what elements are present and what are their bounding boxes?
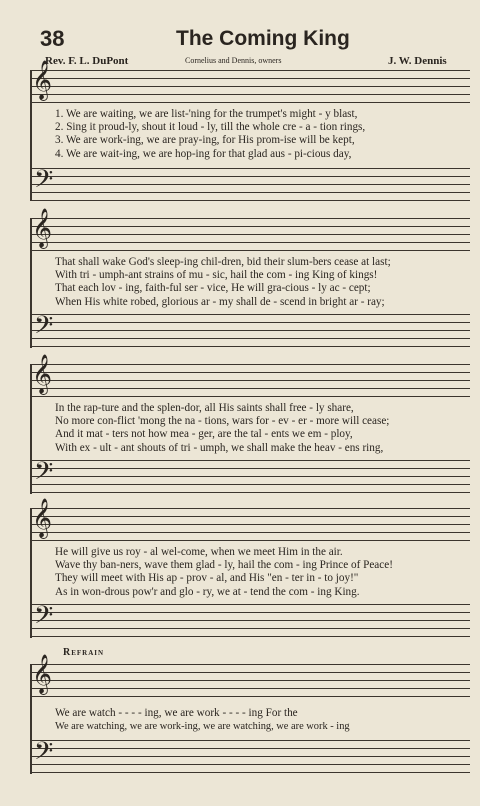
verse-line: With tri - umph-ant strains of mu - sic, hail the com - ing King of kings! [55,269,378,282]
verse-line: When His white robed, glorious ar - my shall de - scend in bright ar - ray; [55,295,385,308]
copyright-owners: Cornelius and Dennis, owners [185,56,282,65]
treble-clef-icon: 𝄞 [32,62,53,99]
hymn-number: 38 [40,26,65,51]
verse-line: That each lov - ing, faith-ful ser - vice, He will gra-cious - ly ac - cept; [55,282,371,295]
verse-line: As in won-drous pow'r and glo - ry, we at - tend the com - ing King. [55,585,360,598]
refrain-line: We are watching, we are work-ing, we are watching, we are work - ing [55,721,350,733]
hymn-title: The Coming King [176,27,350,50]
bass-staff [30,168,470,202]
treble-clef-icon: 𝄞 [32,656,53,693]
composer-credit: J. W. Dennis [388,55,447,67]
verse-line: With ex - ult - ant shouts of tri - umph, we shall make the heav - ens ring, [55,441,384,454]
verse-line: He will give us roy - al wel-come, when we meet Him in the air. [55,546,343,558]
treble-clef-icon: 𝄞 [32,500,53,537]
verse-line: 2. Sing it proud-ly, shout it loud - ly, till the whole cre - a - tion rings, [55,121,366,134]
bass-clef-icon: 𝄢 [34,166,54,199]
bass-clef-icon: 𝄢 [34,602,54,635]
system-bracket [30,508,32,638]
treble-staff [30,70,470,104]
treble-staff [30,664,470,698]
bass-staff [30,460,470,494]
verse-line: In the rap-ture and the splen-dor, all His saints shall free - ly share, [55,402,354,414]
verse-line: No more con-flict 'mong the na - tions, wars for - ev - er - more will cease; [55,415,390,428]
verse-line: 4. We are wait-ing, we are hop-ing for that glad aus - pi-cious day, [55,147,352,160]
bass-staff [30,314,470,348]
verse-line: And it mat - ters not how mea - ger, are the tal - ents we em - ploy, [55,428,353,441]
bass-staff [30,740,470,774]
treble-staff [30,364,470,398]
lyric-block [55,402,465,455]
lyricist-credit: Rev. F. L. DuPont [45,55,129,67]
refrain-label: Refrain [63,647,105,658]
bass-clef-icon: 𝄢 [34,312,54,345]
bass-clef-icon: 𝄢 [34,458,54,491]
treble-clef-icon: 𝄞 [32,210,53,247]
verse-line: They will meet with His ap - prov - al, and His "en - ter in - to joy!" [55,572,359,585]
lyric-block [55,256,465,309]
bass-clef-icon: 𝄢 [34,738,54,771]
system-bracket [30,364,32,494]
bass-staff [30,604,470,638]
lyric-block [55,108,465,161]
system-bracket [30,218,32,348]
verse-line: That shall wake God's sleep-ing chil-dren, bid their slum-bers cease at last; [55,256,391,268]
treble-staff [30,508,470,542]
verse-line: Wave thy ban-ners, wave them glad - ly, hail the com - ing Prince of Peace! [55,559,393,572]
system-bracket [30,70,32,200]
lyric-block [55,546,465,599]
system-bracket [30,664,32,774]
verse-line: 3. We are work-ing, we are pray-ing, for His prom-ise will be kept, [55,134,355,147]
refrain-line: We are watch - - - - ing, we are work - - - - ing For the [55,707,298,719]
verse-line: 1. We are waiting, we are list-'ning for the trumpet's might - y blast, [55,108,358,120]
refrain-lyric-block [55,707,465,733]
treble-clef-icon: 𝄞 [32,356,53,393]
treble-staff [30,218,470,252]
